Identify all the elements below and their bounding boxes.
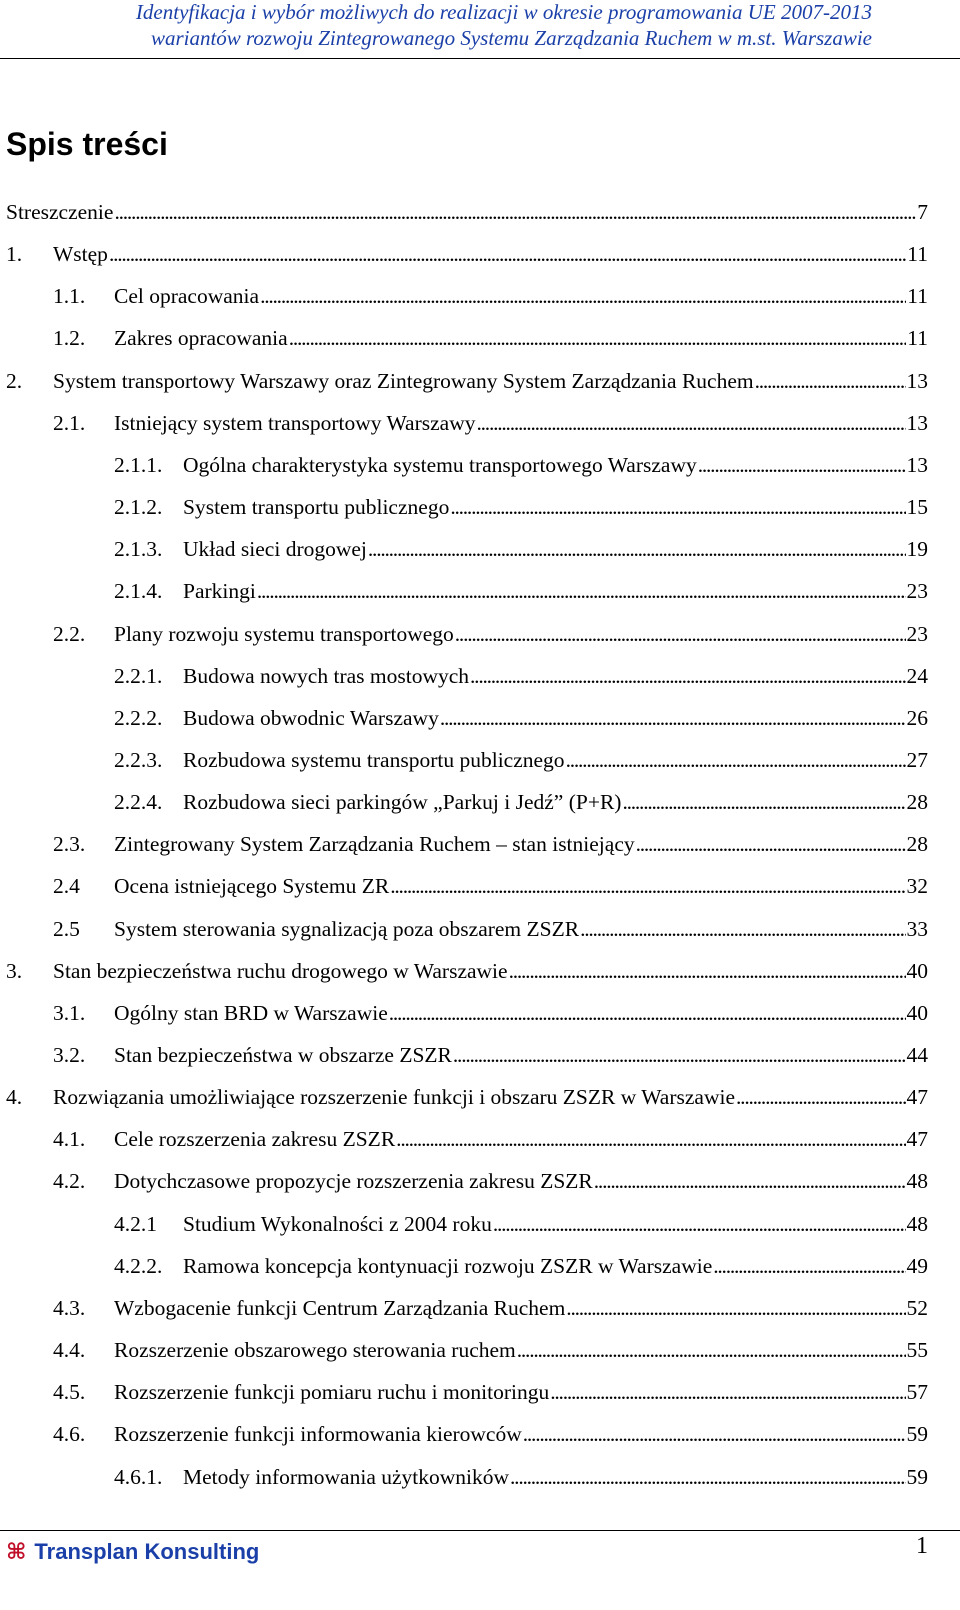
toc-entry-page: 52 <box>906 1295 928 1320</box>
toc-entry-number: 1.2. <box>53 326 86 351</box>
toc-entry-title: Stan bezpieczeństwa ruchu drogowego w Warszawie <box>53 958 508 983</box>
toc-dot-leader <box>109 236 906 272</box>
toc-entry[interactable] <box>0 194 960 230</box>
toc-entry-page: 11 <box>907 284 928 309</box>
toc-dot-leader <box>736 1079 905 1115</box>
toc-entry-number: 2.2.3. <box>114 747 163 772</box>
brand-name: Transplan Konsulting <box>34 1539 260 1564</box>
toc-entry-title: Cele rozszerzenia zakresu ZSZR <box>114 1127 396 1152</box>
toc-entry-number: 2.1. <box>53 410 86 435</box>
toc-entry-number: 2.1.4. <box>114 579 163 604</box>
toc-entry-page: 40 <box>906 958 928 983</box>
toc-entry-number: 2. <box>6 368 23 393</box>
toc-entry[interactable] <box>0 658 960 694</box>
toc-entry[interactable] <box>0 1121 960 1157</box>
toc-entry-number: 2.2.2. <box>114 705 163 730</box>
toc-dot-leader <box>389 995 906 1031</box>
toc-entry-number: 4.2.2. <box>114 1253 163 1278</box>
toc-entry-page: 48 <box>906 1211 928 1236</box>
toc-entry-page: 28 <box>906 832 928 857</box>
toc-entry-title: Dotychczasowe propozycje rozszerzenia zakresu ZSZR <box>114 1169 593 1194</box>
toc-dot-leader <box>260 278 906 314</box>
toc-entry-page: 13 <box>906 452 928 477</box>
toc-entry-title: Ramowa koncepcja kontynuacji rozwoju ZSZR w Warszawie <box>183 1253 713 1278</box>
toc-entry-page: 15 <box>906 495 928 520</box>
toc-entry-page: 11 <box>907 242 928 267</box>
toc-entry[interactable] <box>0 742 960 778</box>
toc-dot-leader <box>523 1416 906 1452</box>
toc-entry[interactable] <box>0 826 960 862</box>
toc-entry-title: Rozszerzenie obszarowego sterowania ruchem <box>114 1338 516 1363</box>
toc-entry-page: 27 <box>906 747 928 772</box>
toc-entry[interactable] <box>0 278 960 314</box>
toc-entry-number: 4.2. <box>53 1169 86 1194</box>
toc-dot-leader <box>517 1332 906 1368</box>
toc-entry[interactable] <box>0 784 960 820</box>
toc-entry[interactable] <box>0 953 960 989</box>
page-number: 1 <box>916 1533 928 1559</box>
page-footer <box>0 1530 960 1591</box>
toc-entry-page: 57 <box>906 1380 928 1405</box>
toc-entry-page: 40 <box>906 1000 928 1025</box>
toc-entry-number: 1. <box>6 242 23 267</box>
toc-entry-number: 4.6. <box>53 1422 86 1447</box>
toc-dot-leader <box>114 194 916 230</box>
toc-entry[interactable] <box>0 995 960 1031</box>
toc-entry[interactable] <box>0 447 960 483</box>
toc-entry-title: System transportu publicznego <box>183 495 450 520</box>
toc-entry-title: Plany rozwoju systemu transportowego <box>114 621 454 646</box>
toc-dot-leader <box>470 658 905 694</box>
toc-entry-number: 2.1.3. <box>114 537 163 562</box>
toc-dot-leader <box>636 826 906 862</box>
toc-entry-page: 19 <box>906 537 928 562</box>
toc-entry-page: 44 <box>906 1043 928 1067</box>
toc-entry-number: 2.3. <box>53 832 86 857</box>
toc-dot-leader <box>477 405 906 441</box>
toc-entry-number: 4.1. <box>53 1127 86 1152</box>
toc-entry-page: 7 <box>917 200 928 224</box>
toc-entry-title: Wzbogacenie funkcji Centrum Zarządzania Ruchem <box>114 1295 566 1320</box>
brand-logo-icon: ⌘ <box>6 1539 27 1564</box>
toc-entry-page: 48 <box>906 1169 928 1194</box>
toc-entry-title: Ogólna charakterystyka systemu transportowego Warszawy <box>183 452 697 477</box>
toc-entry-number: 4.4. <box>53 1338 86 1363</box>
toc-entry[interactable] <box>0 1374 960 1410</box>
toc-entry[interactable] <box>0 1416 960 1452</box>
toc-entry[interactable] <box>0 320 960 356</box>
toc-entry-title: Wstęp <box>53 242 108 267</box>
toc-entry-title: Rozszerzenie funkcji informowania kierowców <box>114 1422 522 1447</box>
toc-entry[interactable] <box>0 363 960 399</box>
toc-dot-leader <box>396 1121 905 1157</box>
toc-entry[interactable] <box>0 1206 960 1242</box>
toc-entry-page: 47 <box>906 1127 928 1152</box>
page-header <box>0 0 960 59</box>
toc-entry-title: Parkingi <box>183 579 256 604</box>
toc-entry-number: 2.4 <box>53 874 80 899</box>
toc-entry-number: 3. <box>6 958 23 983</box>
toc-entry[interactable] <box>0 1079 960 1115</box>
toc-entry-page: 33 <box>906 916 928 941</box>
toc-entry-title: Istniejący system transportowy Warszawy <box>114 410 476 435</box>
toc-entry-page: 28 <box>906 790 928 815</box>
toc-entry-title: Układ sieci drogowej <box>183 537 367 562</box>
toc-entry-title: Stan bezpieczeństwa w obszarze ZSZR <box>114 1043 452 1067</box>
toc-dot-leader <box>289 320 907 356</box>
toc-entry[interactable] <box>0 1248 960 1284</box>
toc-entry-title: Ocena istniejącego Systemu ZR <box>114 874 390 899</box>
toc-entry-number: 2.1.1. <box>114 452 163 477</box>
toc-entry-page: 23 <box>906 579 928 604</box>
toc-dot-leader <box>698 447 906 483</box>
toc-entry[interactable] <box>0 573 960 609</box>
toc-entry-number: 2.2.4. <box>114 790 163 815</box>
toc-entry-title: System sterowania sygnalizacją poza obszarem ZSZR <box>114 916 580 941</box>
toc-entry-number: 4.6.1. <box>114 1464 163 1489</box>
toc-dot-leader <box>390 868 905 904</box>
toc-entry[interactable] <box>0 489 960 525</box>
toc-entry-number: 1.1. <box>53 284 86 309</box>
toc-entry[interactable] <box>0 911 960 947</box>
toc-entry-number: 2.2. <box>53 621 86 646</box>
toc-entry-page: 49 <box>906 1253 928 1278</box>
toc-entry-page: 47 <box>906 1085 928 1110</box>
toc-dot-leader <box>509 953 906 989</box>
toc-dot-leader <box>713 1248 905 1284</box>
toc-entry[interactable] <box>0 1459 960 1495</box>
toc-entry-number: 2.1.2. <box>114 495 163 520</box>
toc-entry-number: 3.1. <box>53 1000 86 1025</box>
toc-dot-leader <box>580 911 905 947</box>
toc-entry-number: 4. <box>6 1085 23 1110</box>
toc-entry-title: Streszczenie <box>6 200 114 224</box>
toc-entry-number: 4.5. <box>53 1380 86 1405</box>
toc-entry-title: Ogólny stan BRD w Warszawie <box>114 1000 388 1025</box>
toc-dot-leader <box>510 1459 905 1495</box>
header-line-1: Identyfikacja i wybór możliwych do realizacji w okresie programowania UE 2007-2013 <box>135 0 872 24</box>
toc-entry-page: 11 <box>907 326 928 351</box>
toc-entry-page: 23 <box>906 621 928 646</box>
toc-entry[interactable] <box>0 1163 960 1199</box>
toc-entry-title: Zakres opracowania <box>114 326 288 351</box>
toc-entry-number: 2.5 <box>53 916 80 941</box>
toc-entry[interactable] <box>0 700 960 736</box>
toc-entry-title: Rozbudowa systemu transportu publicznego <box>183 747 565 772</box>
toc-dot-leader <box>566 742 906 778</box>
toc-entry[interactable] <box>0 236 960 272</box>
toc-entry-title: Budowa nowych tras mostowych <box>183 663 470 688</box>
toc-dot-leader <box>566 1290 905 1326</box>
toc-entry[interactable] <box>0 531 960 567</box>
toc-entry-number: 3.2. <box>53 1043 86 1067</box>
toc-entry-title: Rozszerzenie funkcji pomiaru ruchu i monitoringu <box>114 1380 550 1405</box>
toc-entry[interactable] <box>0 1290 960 1326</box>
toc-entry[interactable] <box>0 616 960 652</box>
toc-entry-page: 59 <box>906 1422 928 1447</box>
toc-entry-title: System transportowy Warszawy oraz Zintegrowany System Zarządzania Ruchem <box>53 368 754 393</box>
toc-entry[interactable] <box>0 1037 960 1073</box>
toc-entry[interactable] <box>0 868 960 904</box>
toc-entry-number: 4.3. <box>53 1295 86 1320</box>
toc-entry-title: Metody informowania użytkowników <box>183 1464 510 1489</box>
toc-dot-leader <box>755 363 906 399</box>
toc-entry-title: Budowa obwodnic Warszawy <box>183 705 439 730</box>
toc-entry-page: 24 <box>906 663 928 688</box>
toc-entry-page: 26 <box>906 705 928 730</box>
toc-dot-leader <box>368 531 906 567</box>
page-title: Spis treści <box>6 126 168 162</box>
toc-entry-page: 32 <box>906 874 928 899</box>
toc-dot-leader <box>453 1037 906 1073</box>
toc-entry[interactable] <box>0 1332 960 1368</box>
toc-entry[interactable] <box>0 405 960 441</box>
toc-entry-page: 59 <box>906 1464 928 1489</box>
toc-entry-page: 13 <box>906 410 928 435</box>
toc-dot-leader <box>455 616 906 652</box>
toc-dot-leader <box>594 1163 906 1199</box>
toc-entry-title: Rozwiązania umożliwiające rozszerzenie funkcji i obszaru ZSZR w Warszawie <box>53 1085 736 1110</box>
toc-dot-leader <box>440 700 906 736</box>
toc-dot-leader <box>493 1206 906 1242</box>
toc-entry-number: 2.2.1. <box>114 663 163 688</box>
toc-entry-page: 13 <box>906 368 928 393</box>
toc-entry-title: Rozbudowa sieci parkingów „Parkuj i Jedź” (P+R) <box>183 790 622 815</box>
toc-dot-leader <box>550 1374 905 1410</box>
toc-entry-title: Studium Wykonalności z 2004 roku <box>183 1211 492 1236</box>
toc-dot-leader <box>257 573 906 609</box>
toc-entry-number: 4.2.1 <box>114 1211 157 1236</box>
header-line-2: wariantów rozwoju Zintegrowanego Systemu Zarządzania Ruchem w m.st. Warszawie <box>150 26 872 50</box>
toc-entry-title: Zintegrowany System Zarządzania Ruchem – stan istniejący <box>114 832 635 857</box>
toc-entry-title: Cel opracowania <box>114 284 260 309</box>
toc-dot-leader <box>622 784 905 820</box>
toc-entry-page: 55 <box>906 1338 928 1363</box>
footer-brand <box>6 1539 259 1565</box>
toc-dot-leader <box>450 489 905 525</box>
